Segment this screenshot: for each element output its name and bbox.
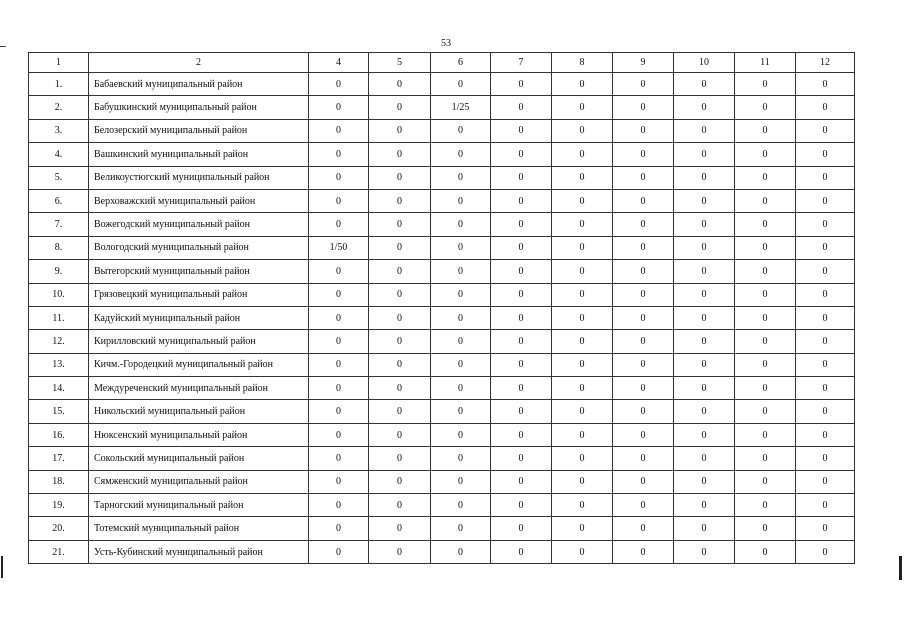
value-cell: 0 bbox=[491, 353, 552, 376]
table-row bbox=[29, 189, 855, 212]
value-cell: 0 bbox=[674, 470, 735, 493]
district-name-cell: Кичм.-Городецкий муниципальный район bbox=[89, 353, 309, 376]
value-cell: 0 bbox=[674, 213, 735, 236]
value-cell: 0 bbox=[796, 166, 855, 189]
header-cell: 11 bbox=[735, 53, 796, 73]
district-name-cell: Вологодский муниципальный район bbox=[89, 236, 309, 259]
row-number-cell: 21. bbox=[29, 540, 89, 563]
value-cell: 0 bbox=[309, 260, 369, 283]
value-cell: 0 bbox=[491, 306, 552, 329]
header-cell: 8 bbox=[552, 53, 613, 73]
value-cell: 0 bbox=[613, 236, 674, 259]
value-cell: 0 bbox=[369, 400, 431, 423]
district-name-cell: Кирилловский муниципальный район bbox=[89, 330, 309, 353]
value-cell: 0 bbox=[309, 73, 369, 96]
value-cell: 0 bbox=[491, 494, 552, 517]
district-name-cell: Бабушкинский муниципальный район bbox=[89, 96, 309, 119]
value-cell: 0 bbox=[491, 260, 552, 283]
value-cell: 0 bbox=[796, 143, 855, 166]
value-cell: 0 bbox=[431, 423, 491, 446]
value-cell: 0 bbox=[613, 189, 674, 212]
value-cell: 0 bbox=[431, 330, 491, 353]
value-cell: 0 bbox=[491, 73, 552, 96]
value-cell: 0 bbox=[613, 260, 674, 283]
value-cell: 0 bbox=[309, 400, 369, 423]
value-cell: 0 bbox=[309, 283, 369, 306]
table-row bbox=[29, 377, 855, 400]
value-cell: 0 bbox=[796, 400, 855, 423]
value-cell: 0 bbox=[735, 377, 796, 400]
value-cell: 0 bbox=[552, 353, 613, 376]
table-row bbox=[29, 517, 855, 540]
value-cell: 0 bbox=[674, 400, 735, 423]
row-number-cell: 12. bbox=[29, 330, 89, 353]
value-cell: 0 bbox=[674, 236, 735, 259]
header-cell: 9 bbox=[613, 53, 674, 73]
value-cell: 0 bbox=[369, 377, 431, 400]
header-cell: 4 bbox=[309, 53, 369, 73]
value-cell: 0 bbox=[796, 540, 855, 563]
header-cell: 7 bbox=[491, 53, 552, 73]
district-name-cell: Тарногский муниципальный район bbox=[89, 494, 309, 517]
row-number-cell: 3. bbox=[29, 119, 89, 142]
value-cell: 0 bbox=[796, 96, 855, 119]
value-cell: 0 bbox=[674, 423, 735, 446]
value-cell: 0 bbox=[309, 330, 369, 353]
value-cell: 0 bbox=[369, 494, 431, 517]
table-row bbox=[29, 119, 855, 142]
row-number-cell: 11. bbox=[29, 306, 89, 329]
value-cell: 0 bbox=[674, 260, 735, 283]
value-cell: 0 bbox=[431, 377, 491, 400]
value-cell: 0 bbox=[491, 447, 552, 470]
value-cell: 0 bbox=[613, 447, 674, 470]
value-cell: 0 bbox=[369, 330, 431, 353]
value-cell: 0 bbox=[431, 306, 491, 329]
row-number-cell: 13. bbox=[29, 353, 89, 376]
value-cell: 0 bbox=[431, 119, 491, 142]
table-row bbox=[29, 306, 855, 329]
table-row bbox=[29, 166, 855, 189]
value-cell: 1/50 bbox=[309, 236, 369, 259]
district-name-cell: Сокольский муниципальный район bbox=[89, 447, 309, 470]
value-cell: 0 bbox=[613, 119, 674, 142]
value-cell: 0 bbox=[552, 213, 613, 236]
value-cell: 0 bbox=[431, 494, 491, 517]
district-name-cell: Верховажский муниципальный район bbox=[89, 189, 309, 212]
value-cell: 0 bbox=[796, 377, 855, 400]
value-cell: 0 bbox=[796, 283, 855, 306]
value-cell: 0 bbox=[674, 494, 735, 517]
value-cell: 0 bbox=[735, 189, 796, 212]
scan-edge-mark-right bbox=[899, 556, 902, 580]
value-cell: 0 bbox=[491, 213, 552, 236]
value-cell: 0 bbox=[309, 143, 369, 166]
value-cell: 0 bbox=[674, 119, 735, 142]
header-cell: 6 bbox=[431, 53, 491, 73]
value-cell: 0 bbox=[552, 283, 613, 306]
value-cell: 0 bbox=[369, 236, 431, 259]
row-number-cell: 17. bbox=[29, 447, 89, 470]
row-number-cell: 20. bbox=[29, 517, 89, 540]
value-cell: 0 bbox=[735, 447, 796, 470]
data-table bbox=[28, 52, 855, 564]
value-cell: 0 bbox=[613, 96, 674, 119]
value-cell: 0 bbox=[674, 540, 735, 563]
value-cell: 0 bbox=[674, 306, 735, 329]
value-cell: 0 bbox=[552, 306, 613, 329]
value-cell: 0 bbox=[735, 330, 796, 353]
district-name-cell: Грязовецкий муниципальный район bbox=[89, 283, 309, 306]
district-name-cell: Междуреченский муниципальный район bbox=[89, 377, 309, 400]
value-cell: 0 bbox=[796, 423, 855, 446]
value-cell: 0 bbox=[309, 213, 369, 236]
value-cell: 0 bbox=[552, 119, 613, 142]
value-cell: 0 bbox=[309, 447, 369, 470]
value-cell: 0 bbox=[735, 213, 796, 236]
value-cell: 0 bbox=[796, 236, 855, 259]
value-cell: 0 bbox=[491, 166, 552, 189]
table-row bbox=[29, 494, 855, 517]
value-cell: 0 bbox=[796, 494, 855, 517]
value-cell: 0 bbox=[552, 96, 613, 119]
value-cell: 0 bbox=[309, 306, 369, 329]
district-name-cell: Великоустюгский муниципальный район bbox=[89, 166, 309, 189]
value-cell: 0 bbox=[735, 283, 796, 306]
row-number-cell: 15. bbox=[29, 400, 89, 423]
value-cell: 0 bbox=[613, 540, 674, 563]
value-cell: 0 bbox=[491, 236, 552, 259]
value-cell: 0 bbox=[796, 260, 855, 283]
table-row bbox=[29, 423, 855, 446]
value-cell: 0 bbox=[735, 306, 796, 329]
scan-margin-mark bbox=[0, 46, 6, 47]
value-cell: 0 bbox=[735, 73, 796, 96]
value-cell: 0 bbox=[431, 447, 491, 470]
value-cell: 0 bbox=[369, 189, 431, 212]
value-cell: 0 bbox=[309, 166, 369, 189]
table-header-row bbox=[29, 53, 855, 73]
row-number-cell: 7. bbox=[29, 213, 89, 236]
value-cell: 0 bbox=[796, 213, 855, 236]
value-cell: 0 bbox=[735, 166, 796, 189]
value-cell: 0 bbox=[613, 143, 674, 166]
value-cell: 0 bbox=[796, 189, 855, 212]
value-cell: 0 bbox=[674, 353, 735, 376]
value-cell: 0 bbox=[369, 283, 431, 306]
table-row bbox=[29, 96, 855, 119]
value-cell: 0 bbox=[613, 423, 674, 446]
value-cell: 0 bbox=[491, 377, 552, 400]
value-cell: 0 bbox=[369, 260, 431, 283]
value-cell: 0 bbox=[431, 236, 491, 259]
header-cell: 12 bbox=[796, 53, 855, 73]
value-cell: 0 bbox=[491, 119, 552, 142]
value-cell: 0 bbox=[552, 189, 613, 212]
value-cell: 0 bbox=[369, 73, 431, 96]
value-cell: 0 bbox=[369, 119, 431, 142]
row-number-cell: 6. bbox=[29, 189, 89, 212]
table-row bbox=[29, 447, 855, 470]
district-name-cell: Бабаевский муниципальный район bbox=[89, 73, 309, 96]
district-name-cell: Нюксенский муниципальный район bbox=[89, 423, 309, 446]
value-cell: 0 bbox=[613, 353, 674, 376]
table-row bbox=[29, 400, 855, 423]
row-number-cell: 14. bbox=[29, 377, 89, 400]
value-cell: 0 bbox=[491, 470, 552, 493]
table-row bbox=[29, 540, 855, 563]
value-cell: 0 bbox=[613, 166, 674, 189]
value-cell: 0 bbox=[431, 517, 491, 540]
value-cell: 0 bbox=[552, 377, 613, 400]
value-cell: 0 bbox=[552, 236, 613, 259]
table-row bbox=[29, 353, 855, 376]
row-number-cell: 16. bbox=[29, 423, 89, 446]
value-cell: 0 bbox=[552, 517, 613, 540]
value-cell: 0 bbox=[674, 330, 735, 353]
row-number-cell: 1. bbox=[29, 73, 89, 96]
value-cell: 0 bbox=[796, 330, 855, 353]
value-cell: 0 bbox=[369, 423, 431, 446]
district-name-cell: Вожегодский муниципальный район bbox=[89, 213, 309, 236]
value-cell: 0 bbox=[796, 447, 855, 470]
district-name-cell: Кадуйский муниципальный район bbox=[89, 306, 309, 329]
value-cell: 0 bbox=[796, 353, 855, 376]
value-cell: 0 bbox=[613, 73, 674, 96]
value-cell: 0 bbox=[491, 423, 552, 446]
value-cell: 0 bbox=[309, 353, 369, 376]
value-cell: 0 bbox=[309, 540, 369, 563]
value-cell: 0 bbox=[613, 400, 674, 423]
value-cell: 0 bbox=[491, 330, 552, 353]
district-name-cell: Вытегорский муниципальный район bbox=[89, 260, 309, 283]
table-row bbox=[29, 143, 855, 166]
value-cell: 0 bbox=[552, 447, 613, 470]
value-cell: 0 bbox=[613, 377, 674, 400]
table-row bbox=[29, 283, 855, 306]
row-number-cell: 18. bbox=[29, 470, 89, 493]
value-cell: 0 bbox=[431, 353, 491, 376]
value-cell: 0 bbox=[613, 330, 674, 353]
value-cell: 0 bbox=[735, 96, 796, 119]
value-cell: 0 bbox=[552, 143, 613, 166]
row-number-cell: 5. bbox=[29, 166, 89, 189]
value-cell: 0 bbox=[735, 494, 796, 517]
value-cell: 0 bbox=[431, 283, 491, 306]
value-cell: 0 bbox=[491, 189, 552, 212]
value-cell: 0 bbox=[796, 517, 855, 540]
value-cell: 0 bbox=[735, 260, 796, 283]
value-cell: 0 bbox=[735, 236, 796, 259]
value-cell: 0 bbox=[309, 494, 369, 517]
value-cell: 0 bbox=[431, 400, 491, 423]
value-cell: 0 bbox=[369, 166, 431, 189]
value-cell: 0 bbox=[735, 400, 796, 423]
value-cell: 0 bbox=[309, 423, 369, 446]
value-cell: 0 bbox=[491, 96, 552, 119]
value-cell: 0 bbox=[431, 540, 491, 563]
table-row bbox=[29, 213, 855, 236]
district-name-cell: Белозерский муниципальный район bbox=[89, 119, 309, 142]
value-cell: 0 bbox=[491, 540, 552, 563]
value-cell: 0 bbox=[552, 423, 613, 446]
value-cell: 0 bbox=[674, 447, 735, 470]
value-cell: 0 bbox=[735, 119, 796, 142]
row-number-cell: 19. bbox=[29, 494, 89, 517]
value-cell: 0 bbox=[552, 540, 613, 563]
value-cell: 0 bbox=[735, 470, 796, 493]
value-cell: 0 bbox=[735, 143, 796, 166]
table-row bbox=[29, 73, 855, 96]
value-cell: 0 bbox=[552, 166, 613, 189]
value-cell: 0 bbox=[552, 330, 613, 353]
value-cell: 0 bbox=[309, 119, 369, 142]
value-cell: 0 bbox=[491, 400, 552, 423]
district-name-cell: Усть-Кубинский муниципальный район bbox=[89, 540, 309, 563]
district-name-cell: Тотемский муниципальный район bbox=[89, 517, 309, 540]
value-cell: 0 bbox=[674, 283, 735, 306]
value-cell: 1/25 bbox=[431, 96, 491, 119]
value-cell: 0 bbox=[309, 189, 369, 212]
value-cell: 0 bbox=[796, 470, 855, 493]
value-cell: 0 bbox=[796, 73, 855, 96]
value-cell: 0 bbox=[796, 306, 855, 329]
district-name-cell: Вашкинский муниципальный район bbox=[89, 143, 309, 166]
value-cell: 0 bbox=[735, 540, 796, 563]
value-cell: 0 bbox=[552, 260, 613, 283]
header-cell: 5 bbox=[369, 53, 431, 73]
value-cell: 0 bbox=[674, 96, 735, 119]
value-cell: 0 bbox=[674, 517, 735, 540]
header-cell: 10 bbox=[674, 53, 735, 73]
value-cell: 0 bbox=[491, 517, 552, 540]
value-cell: 0 bbox=[674, 189, 735, 212]
table-row bbox=[29, 330, 855, 353]
value-cell: 0 bbox=[431, 73, 491, 96]
value-cell: 0 bbox=[309, 470, 369, 493]
value-cell: 0 bbox=[369, 517, 431, 540]
value-cell: 0 bbox=[369, 96, 431, 119]
value-cell: 0 bbox=[674, 73, 735, 96]
district-name-cell: Никольский муниципальный район bbox=[89, 400, 309, 423]
value-cell: 0 bbox=[796, 119, 855, 142]
table-row bbox=[29, 260, 855, 283]
row-number-cell: 8. bbox=[29, 236, 89, 259]
value-cell: 0 bbox=[552, 494, 613, 517]
value-cell: 0 bbox=[735, 517, 796, 540]
row-number-cell: 2. bbox=[29, 96, 89, 119]
table-body bbox=[29, 73, 855, 564]
page-number: 53 bbox=[441, 38, 451, 49]
value-cell: 0 bbox=[674, 143, 735, 166]
value-cell: 0 bbox=[369, 540, 431, 563]
table-row bbox=[29, 470, 855, 493]
header-cell: 2 bbox=[89, 53, 309, 73]
header-cell: 1 bbox=[29, 53, 89, 73]
value-cell: 0 bbox=[613, 494, 674, 517]
value-cell: 0 bbox=[491, 283, 552, 306]
value-cell: 0 bbox=[431, 260, 491, 283]
value-cell: 0 bbox=[613, 517, 674, 540]
value-cell: 0 bbox=[613, 470, 674, 493]
value-cell: 0 bbox=[369, 143, 431, 166]
value-cell: 0 bbox=[369, 353, 431, 376]
value-cell: 0 bbox=[431, 189, 491, 212]
value-cell: 0 bbox=[613, 306, 674, 329]
value-cell: 0 bbox=[735, 353, 796, 376]
value-cell: 0 bbox=[674, 166, 735, 189]
value-cell: 0 bbox=[309, 377, 369, 400]
value-cell: 0 bbox=[552, 400, 613, 423]
value-cell: 0 bbox=[309, 96, 369, 119]
value-cell: 0 bbox=[431, 213, 491, 236]
value-cell: 0 bbox=[613, 283, 674, 306]
value-cell: 0 bbox=[735, 423, 796, 446]
value-cell: 0 bbox=[552, 73, 613, 96]
value-cell: 0 bbox=[431, 143, 491, 166]
row-number-cell: 9. bbox=[29, 260, 89, 283]
value-cell: 0 bbox=[309, 517, 369, 540]
row-number-cell: 10. bbox=[29, 283, 89, 306]
value-cell: 0 bbox=[369, 306, 431, 329]
district-name-cell: Сямженский муниципальный район bbox=[89, 470, 309, 493]
value-cell: 0 bbox=[431, 166, 491, 189]
value-cell: 0 bbox=[552, 470, 613, 493]
value-cell: 0 bbox=[431, 470, 491, 493]
value-cell: 0 bbox=[674, 377, 735, 400]
value-cell: 0 bbox=[369, 470, 431, 493]
scan-edge-mark-left bbox=[1, 556, 3, 578]
row-number-cell: 4. bbox=[29, 143, 89, 166]
table-row bbox=[29, 236, 855, 259]
value-cell: 0 bbox=[491, 143, 552, 166]
value-cell: 0 bbox=[613, 213, 674, 236]
value-cell: 0 bbox=[369, 447, 431, 470]
value-cell: 0 bbox=[369, 213, 431, 236]
